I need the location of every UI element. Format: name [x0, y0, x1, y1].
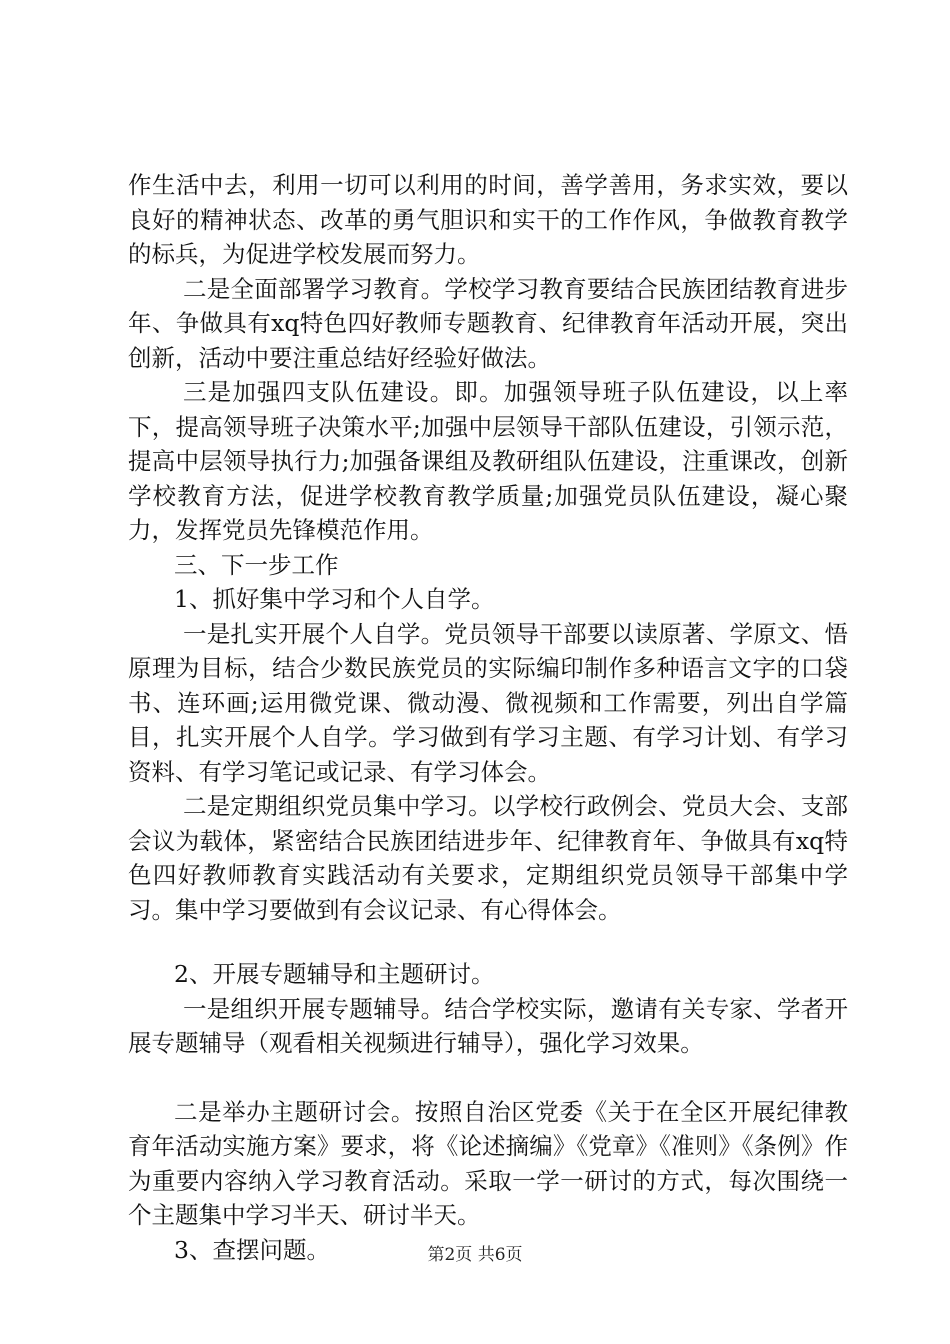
subheading-study: 1、抓好集中学习和个人自学。	[174, 585, 495, 613]
subheading-seminars: 2、开展专题辅导和主题研讨。	[174, 960, 495, 988]
page-number-footer: 第2页 共6页	[427, 1245, 523, 1265]
paragraph-special-guidance: 一是组织开展专题辅导。结合学校实际，邀请有关专家、学者开展专题辅导（观看相关视频进行辅导），强化学习效果。	[128, 994, 848, 1057]
paragraph-four-teams: 三是加强四支队伍建设。即。加强领导班子队伍建设，以上率下，提高领导班子决策水平;加强中层领导干部队伍建设，引领示范，提高中层领导执行力;加强备课组及教研组队伍建设，注重课改，创新学校教育方法，促进学校教育教学质量;加强党员队伍建设，凝心聚力，发挥党员先锋模范作用。	[128, 378, 848, 544]
paragraph-self-study: 一是扎实开展个人自学。党员领导干部要以读原著、学原文、悟原理为目标，结合少数民族党员的实际编印制作多种语言文字的口袋书、连环画;运用微党课、微动漫、微视频和工作需要，列出自学篇目，扎实开展个人自学。学习做到有学习主题、有学习计划、有学习资料、有学习笔记或记录、有学习体会。	[128, 619, 848, 786]
document-body	[128, 168, 848, 1267]
paragraph-seminar-meeting: 二是举办主题研讨会。按照自治区党委《关于在全区开展纪律教育年活动实施方案》要求，将《论述摘编》《党章》《准则》《条例》作为重要内容纳入学习教育活动。采取一学一研讨的方式，每次围绕一个主题集中学习半天、研讨半天。	[128, 1097, 848, 1229]
section-heading-next-steps: 三、下一步工作	[174, 550, 339, 579]
paragraph-group-study: 二是定期组织党员集中学习。以学校行政例会、党员大会、支部会议为载体，紧密结合民族团结进步年、纪律教育年、争做具有xq特色四好教师教育实践活动有关要求，定期组织党员领导干部集中学习。集中学习要做到有会议记录、有心得体会。	[128, 792, 848, 924]
subheading-problems: 3、查摆问题。	[174, 1235, 330, 1264]
paragraph-deploy-education: 二是全面部署学习教育。学校学习教育要结合民族团结教育进步年、争做具有xq特色四好教师专题教育、纪律教育年活动开展，突出创新，活动中要注重总结好经验好做法。	[128, 274, 848, 372]
paragraph-continuation: 作生活中去，利用一切可以利用的时间，善学善用，务求实效，要以良好的精神状态、改革的勇气胆识和实干的工作作风，争做教育教学的标兵，为促进学校发展而努力。	[128, 171, 848, 268]
